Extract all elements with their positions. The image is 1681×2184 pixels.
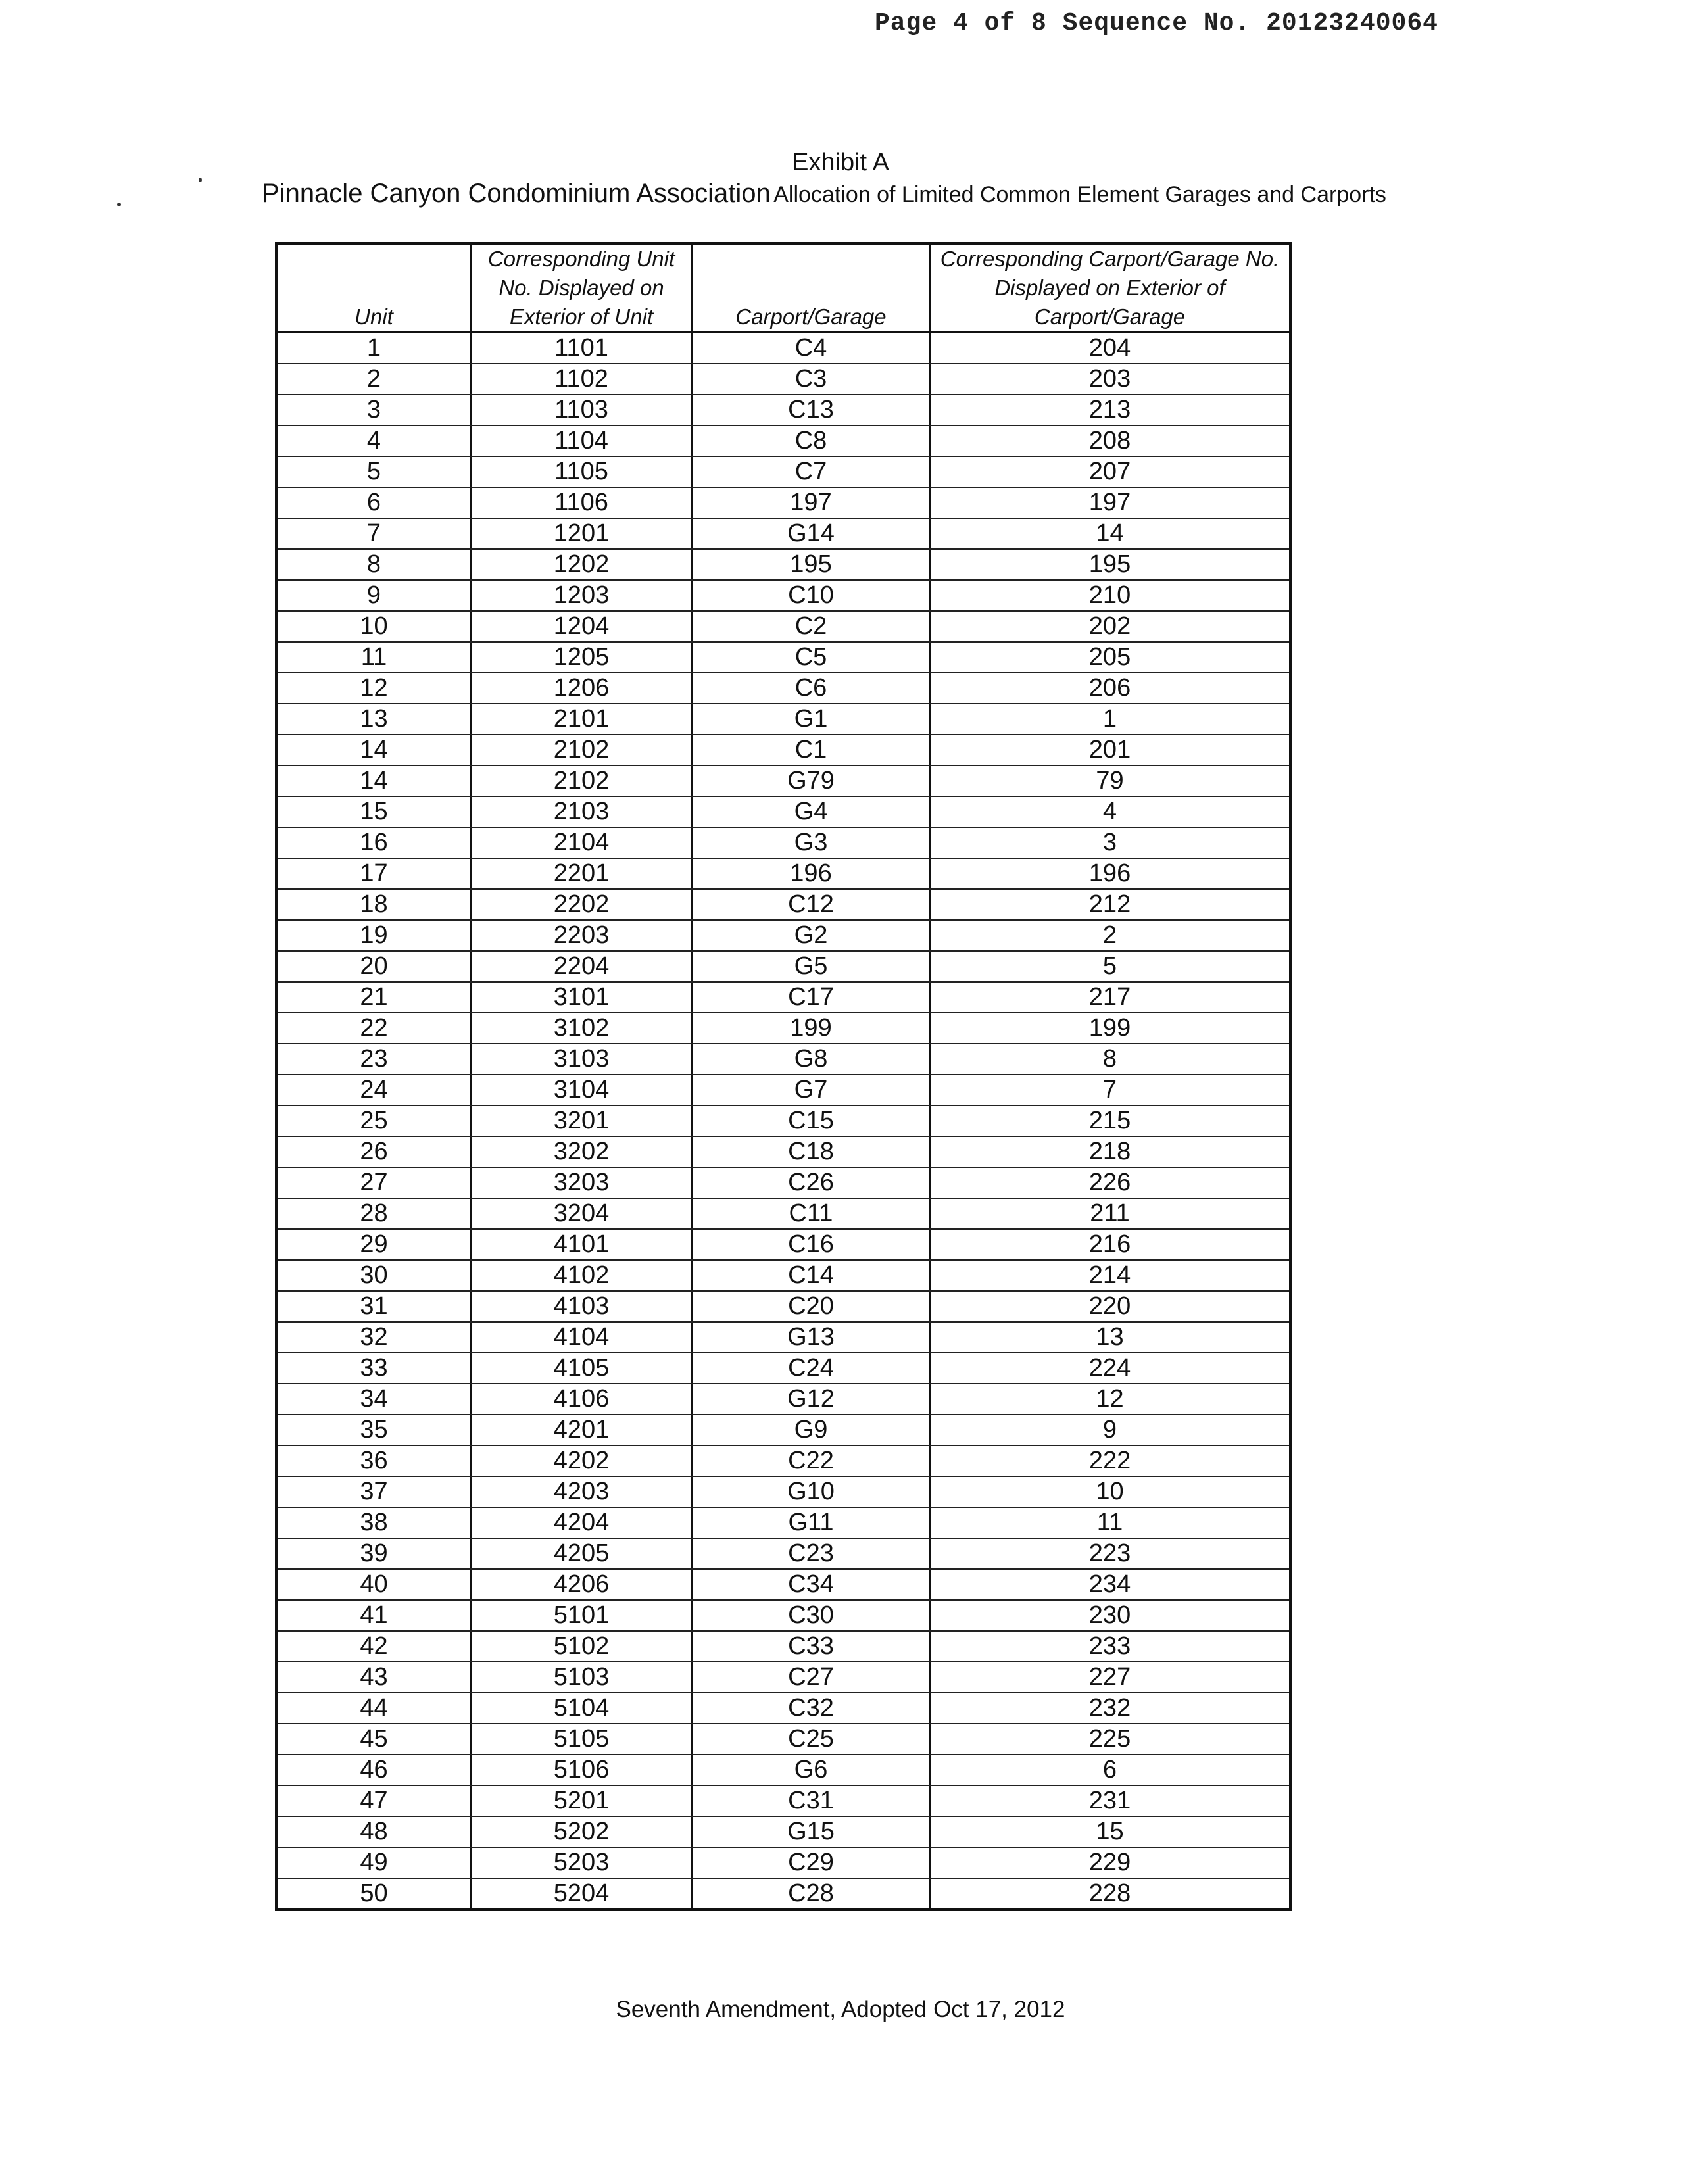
carport-garage-number-cell: 232 [930,1693,1290,1724]
header-carport-garage: Carport/Garage [692,243,930,333]
table-row [276,1600,1290,1631]
carport-garage-number-cell: 202 [930,611,1290,642]
carport-garage-cell: C1 [692,735,930,765]
table-row [276,1538,1290,1569]
unit-number-cell: 5201 [471,1785,692,1816]
unit-number-cell: 4102 [471,1260,692,1291]
table-row [276,611,1290,642]
unit-cell: 6 [276,487,471,518]
unit-cell: 36 [276,1445,471,1476]
table-row [276,1136,1290,1167]
carport-garage-number-cell: 206 [930,673,1290,704]
table-row [276,1476,1290,1507]
unit-number-cell: 4103 [471,1291,692,1322]
carport-garage-cell: G7 [692,1075,930,1105]
unit-cell: 19 [276,920,471,951]
unit-number-cell: 2204 [471,951,692,982]
carport-garage-number-cell: 205 [930,642,1290,673]
carport-garage-number-cell: 3 [930,827,1290,858]
unit-cell: 14 [276,735,471,765]
unit-number-cell: 2203 [471,920,692,951]
carport-garage-cell: C22 [692,1445,930,1476]
carport-garage-number-cell: 234 [930,1569,1290,1600]
table-row [276,1847,1290,1878]
carport-garage-cell: G2 [692,920,930,951]
unit-number-cell: 1203 [471,580,692,611]
unit-cell: 9 [276,580,471,611]
table-row [276,920,1290,951]
unit-number-cell: 4203 [471,1476,692,1507]
unit-number-cell: 5102 [471,1631,692,1662]
table-row [276,1693,1290,1724]
unit-number-cell: 2202 [471,889,692,920]
carport-garage-number-cell: 199 [930,1013,1290,1044]
carport-garage-number-cell: 212 [930,889,1290,920]
allocation-table [275,242,1292,1911]
unit-cell: 34 [276,1384,471,1415]
unit-number-cell: 3202 [471,1136,692,1167]
carport-garage-number-cell: 1 [930,704,1290,735]
header-unit-number: Corresponding Unit No. Displayed on Exterior of Unit [471,243,692,333]
carport-garage-cell: C5 [692,642,930,673]
table-row [276,1044,1290,1075]
table-row [276,1785,1290,1816]
carport-garage-number-cell: 211 [930,1198,1290,1229]
carport-garage-number-cell: 196 [930,858,1290,889]
unit-number-cell: 4101 [471,1229,692,1260]
unit-cell: 7 [276,518,471,549]
table-row [276,1384,1290,1415]
carport-garage-cell: C8 [692,425,930,456]
carport-garage-cell: C13 [692,395,930,425]
unit-number-cell: 4204 [471,1507,692,1538]
table-row [276,1507,1290,1538]
unit-number-cell: 1206 [471,673,692,704]
carport-garage-cell: G4 [692,796,930,827]
carport-garage-cell: C14 [692,1260,930,1291]
carport-garage-cell: 197 [692,487,930,518]
carport-garage-number-cell: 226 [930,1167,1290,1198]
carport-garage-number-cell: 227 [930,1662,1290,1693]
unit-number-cell: 1105 [471,456,692,487]
unit-cell: 18 [276,889,471,920]
carport-garage-cell: C29 [692,1847,930,1878]
exhibit-title: Exhibit A [792,149,889,176]
unit-cell: 1 [276,333,471,364]
carport-garage-cell: G9 [692,1415,930,1445]
unit-cell: 21 [276,982,471,1013]
table-row [276,1662,1290,1693]
unit-cell: 31 [276,1291,471,1322]
carport-garage-number-cell: 231 [930,1785,1290,1816]
unit-number-cell: 1102 [471,364,692,395]
carport-garage-cell: C31 [692,1785,930,1816]
table-row [276,1755,1290,1785]
unit-number-cell: 5105 [471,1724,692,1755]
unit-number-cell: 5204 [471,1878,692,1910]
unit-number-cell: 4201 [471,1415,692,1445]
unit-cell: 26 [276,1136,471,1167]
unit-number-cell: 2102 [471,765,692,796]
carport-garage-cell: C4 [692,333,930,364]
page-sequence-stamp: Page 4 of 8 Sequence No. 20123240064 [875,9,1438,37]
carport-garage-number-cell: 12 [930,1384,1290,1415]
carport-garage-cell: C27 [692,1662,930,1693]
table-row [276,735,1290,765]
unit-cell: 42 [276,1631,471,1662]
table-row [276,673,1290,704]
carport-garage-cell: C16 [692,1229,930,1260]
unit-cell: 49 [276,1847,471,1878]
carport-garage-number-cell: 233 [930,1631,1290,1662]
unit-cell: 30 [276,1260,471,1291]
table-row [276,1322,1290,1353]
carport-garage-number-cell: 9 [930,1415,1290,1445]
association-name: Pinnacle Canyon Condominium Association [262,179,771,208]
unit-cell: 39 [276,1538,471,1569]
unit-cell: 8 [276,549,471,580]
table-row [276,1878,1290,1910]
unit-number-cell: 4106 [471,1384,692,1415]
carport-garage-number-cell: 195 [930,549,1290,580]
table-row [276,889,1290,920]
carport-garage-cell: C25 [692,1724,930,1755]
carport-garage-cell: G15 [692,1816,930,1847]
unit-cell: 15 [276,796,471,827]
table-row [276,1445,1290,1476]
carport-garage-cell: G79 [692,765,930,796]
carport-garage-number-cell: 14 [930,518,1290,549]
table-row [276,1291,1290,1322]
table-row [276,858,1290,889]
carport-garage-number-cell: 229 [930,1847,1290,1878]
carport-garage-number-cell: 224 [930,1353,1290,1384]
unit-cell: 45 [276,1724,471,1755]
unit-cell: 50 [276,1878,471,1910]
unit-cell: 37 [276,1476,471,1507]
carport-garage-cell: C11 [692,1198,930,1229]
unit-number-cell: 3102 [471,1013,692,1044]
unit-cell: 20 [276,951,471,982]
table-row [276,642,1290,673]
carport-garage-number-cell: 13 [930,1322,1290,1353]
carport-garage-number-cell: 214 [930,1260,1290,1291]
table-row [276,982,1290,1013]
carport-garage-number-cell: 215 [930,1105,1290,1136]
unit-number-cell: 3203 [471,1167,692,1198]
carport-garage-cell: C30 [692,1600,930,1631]
table-row [276,549,1290,580]
carport-garage-number-cell: 10 [930,1476,1290,1507]
carport-garage-number-cell: 213 [930,395,1290,425]
unit-cell: 24 [276,1075,471,1105]
unit-number-cell: 3104 [471,1075,692,1105]
unit-cell: 48 [276,1816,471,1847]
unit-number-cell: 2102 [471,735,692,765]
carport-garage-cell: C20 [692,1291,930,1322]
carport-garage-cell: G6 [692,1755,930,1785]
carport-garage-number-cell: 220 [930,1291,1290,1322]
table-row [276,580,1290,611]
carport-garage-number-cell: 6 [930,1755,1290,1785]
table-row [276,1229,1290,1260]
unit-number-cell: 2101 [471,704,692,735]
unit-cell: 5 [276,456,471,487]
unit-number-cell: 5203 [471,1847,692,1878]
unit-number-cell: 2103 [471,796,692,827]
unit-number-cell: 1101 [471,333,692,364]
carport-garage-cell: C2 [692,611,930,642]
table-row [276,704,1290,735]
carport-garage-cell: G14 [692,518,930,549]
carport-garage-number-cell: 204 [930,333,1290,364]
unit-cell: 46 [276,1755,471,1785]
unit-number-cell: 1104 [471,425,692,456]
carport-garage-cell: C33 [692,1631,930,1662]
unit-number-cell: 3201 [471,1105,692,1136]
carport-garage-number-cell: 223 [930,1538,1290,1569]
carport-garage-number-cell: 228 [930,1878,1290,1910]
unit-cell: 23 [276,1044,471,1075]
unit-number-cell: 3103 [471,1044,692,1075]
carport-garage-number-cell: 11 [930,1507,1290,1538]
table-row [276,796,1290,827]
table-row [276,1724,1290,1755]
carport-garage-number-cell: 210 [930,580,1290,611]
carport-garage-cell: G10 [692,1476,930,1507]
table-row [276,456,1290,487]
carport-garage-number-cell: 218 [930,1136,1290,1167]
carport-garage-number-cell: 15 [930,1816,1290,1847]
unit-number-cell: 3204 [471,1198,692,1229]
carport-garage-cell: C28 [692,1878,930,1910]
unit-cell: 3 [276,395,471,425]
unit-number-cell: 1103 [471,395,692,425]
carport-garage-cell: C10 [692,580,930,611]
carport-garage-number-cell: 8 [930,1044,1290,1075]
unit-cell: 2 [276,364,471,395]
carport-garage-number-cell: 7 [930,1075,1290,1105]
table-row [276,487,1290,518]
carport-garage-number-cell: 197 [930,487,1290,518]
carport-garage-cell: C3 [692,364,930,395]
carport-garage-cell: C7 [692,456,930,487]
unit-cell: 35 [276,1415,471,1445]
unit-number-cell: 4104 [471,1322,692,1353]
carport-garage-cell: C24 [692,1353,930,1384]
table-row [276,1167,1290,1198]
unit-cell: 13 [276,704,471,735]
unit-number-cell: 2201 [471,858,692,889]
carport-garage-number-cell: 2 [930,920,1290,951]
carport-garage-cell: C23 [692,1538,930,1569]
unit-cell: 4 [276,425,471,456]
carport-garage-cell: C32 [692,1693,930,1724]
carport-garage-number-cell: 225 [930,1724,1290,1755]
table-row [276,1105,1290,1136]
header-unit: Unit [276,243,471,333]
carport-garage-cell: G11 [692,1507,930,1538]
carport-garage-cell: C18 [692,1136,930,1167]
carport-garage-cell: G13 [692,1322,930,1353]
unit-cell: 16 [276,827,471,858]
unit-cell: 10 [276,611,471,642]
unit-cell: 22 [276,1013,471,1044]
table-row [276,951,1290,982]
unit-cell: 29 [276,1229,471,1260]
table-row [276,1353,1290,1384]
carport-garage-number-cell: 203 [930,364,1290,395]
carport-garage-number-cell: 222 [930,1445,1290,1476]
carport-garage-number-cell: 217 [930,982,1290,1013]
carport-garage-cell: 195 [692,549,930,580]
unit-number-cell: 5106 [471,1755,692,1785]
table-row [276,765,1290,796]
table-row [276,1415,1290,1445]
unit-cell: 33 [276,1353,471,1384]
unit-number-cell: 3101 [471,982,692,1013]
table-row [276,1569,1290,1600]
carport-garage-number-cell: 208 [930,425,1290,456]
unit-cell: 12 [276,673,471,704]
table-row [276,1816,1290,1847]
unit-number-cell: 1201 [471,518,692,549]
table-row [276,827,1290,858]
allocation-table-container [275,242,1292,1911]
carport-garage-cell: C26 [692,1167,930,1198]
unit-cell: 43 [276,1662,471,1693]
carport-garage-number-cell: 230 [930,1600,1290,1631]
unit-cell: 41 [276,1600,471,1631]
carport-garage-number-cell: 207 [930,456,1290,487]
carport-garage-cell: C17 [692,982,930,1013]
unit-number-cell: 2104 [471,827,692,858]
carport-garage-cell: G8 [692,1044,930,1075]
table-row [276,1013,1290,1044]
unit-number-cell: 1205 [471,642,692,673]
table-row [276,1075,1290,1105]
carport-garage-cell: G1 [692,704,930,735]
carport-garage-number-cell: 201 [930,735,1290,765]
header-carport-garage-number: Corresponding Carport/Garage No. Displayed on Exterior of Carport/Garage [930,243,1290,333]
unit-number-cell: 5202 [471,1816,692,1847]
carport-garage-cell: G12 [692,1384,930,1415]
unit-number-cell: 4205 [471,1538,692,1569]
table-row [276,333,1290,364]
unit-cell: 28 [276,1198,471,1229]
unit-cell: 38 [276,1507,471,1538]
unit-number-cell: 1202 [471,549,692,580]
footer-amendment-note: Seventh Amendment, Adopted Oct 17, 2012 [616,1997,1065,2022]
carport-garage-number-cell: 79 [930,765,1290,796]
table-row [276,1631,1290,1662]
carport-garage-number-cell: 4 [930,796,1290,827]
unit-number-cell: 5101 [471,1600,692,1631]
carport-garage-cell: 199 [692,1013,930,1044]
unit-cell: 17 [276,858,471,889]
unit-number-cell: 5103 [471,1662,692,1693]
carport-garage-cell: G5 [692,951,930,982]
unit-cell: 32 [276,1322,471,1353]
carport-garage-cell: G3 [692,827,930,858]
unit-cell: 14 [276,765,471,796]
scan-speck [199,178,202,182]
allocation-description: Allocation of Limited Common Element Garages and Carports [773,182,1386,207]
unit-number-cell: 1106 [471,487,692,518]
exhibit-subtitle [262,179,1386,208]
table-row [276,395,1290,425]
table-row [276,425,1290,456]
unit-cell: 47 [276,1785,471,1816]
unit-number-cell: 4206 [471,1569,692,1600]
carport-garage-cell: C6 [692,673,930,704]
table-row [276,364,1290,395]
carport-garage-cell: 196 [692,858,930,889]
table-header-row [276,243,1290,333]
unit-number-cell: 1204 [471,611,692,642]
carport-garage-cell: C12 [692,889,930,920]
carport-garage-cell: C34 [692,1569,930,1600]
unit-cell: 27 [276,1167,471,1198]
unit-cell: 44 [276,1693,471,1724]
carport-garage-number-cell: 5 [930,951,1290,982]
carport-garage-number-cell: 216 [930,1229,1290,1260]
unit-number-cell: 4105 [471,1353,692,1384]
table-body [276,333,1290,1910]
table-row [276,1198,1290,1229]
unit-number-cell: 5104 [471,1693,692,1724]
carport-garage-cell: C15 [692,1105,930,1136]
table-row [276,518,1290,549]
unit-cell: 11 [276,642,471,673]
table-row [276,1260,1290,1291]
unit-number-cell: 4202 [471,1445,692,1476]
unit-cell: 25 [276,1105,471,1136]
unit-cell: 40 [276,1569,471,1600]
scan-speck [117,203,121,206]
